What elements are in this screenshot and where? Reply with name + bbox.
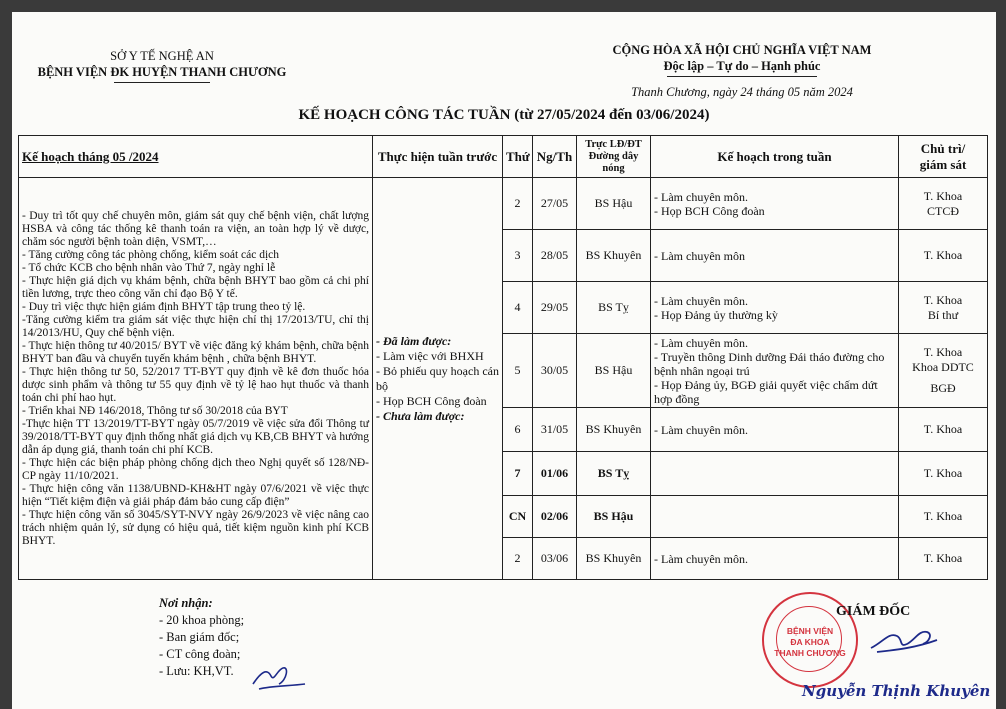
col-lead: Chủ trì/ giám sát	[899, 136, 988, 178]
plan-cell: - Làm chuyên môn. - Truyền thông Dinh dưỡng Đái tháo đường cho bệnh nhân ngoại trú - Họp Đảng ủy, BGĐ giải quyết việc chấm dứt hợp đồng	[651, 334, 899, 408]
lead-cell: T. Khoa Bí thư	[899, 282, 988, 334]
date-cell: 28/05	[533, 230, 577, 282]
monthly-item: - Thực hiện giá dịch vụ khám bệnh, chữa bệnh BHYT bao gồm cả chi phí tiền lương, trực theo công văn chỉ đạo Bộ Y tế.	[22, 274, 369, 300]
plan-cell	[651, 452, 899, 496]
duty-cell: BS Hậu	[577, 334, 651, 408]
plan-cell	[651, 496, 899, 538]
col-day: Thứ	[503, 136, 533, 178]
day-cell: 6	[503, 408, 533, 452]
col-duty: Trực LĐ/ĐT Đường dây nóng	[577, 136, 651, 178]
date-cell: 02/06	[533, 496, 577, 538]
date-cell: 01/06	[533, 452, 577, 496]
monthly-item: - Thực hiện thông tư 40/2015/ BYT về việc đăng ký khám bệnh, chữa bệnh BHYT ban đầu và chuyển tuyến khám bệnh , chữa bệnh BHYT.	[22, 339, 369, 365]
hospital-name: BỆNH VIỆN ĐK HUYỆN THANH CHƯƠNG	[37, 65, 287, 79]
document-title: KẾ HOẠCH CÔNG TÁC TUẦN (từ 27/05/2024 đến 03/06/2024)	[298, 107, 710, 123]
duty-cell: BS Khuyên	[577, 538, 651, 580]
monthly-plan-cell	[19, 178, 373, 580]
lead-cell: T. Khoa	[899, 496, 988, 538]
signer-role: GIÁM ĐỐC	[836, 604, 911, 619]
day-cell: CN	[503, 496, 533, 538]
done-label: - Đã làm được:	[376, 333, 452, 348]
not-done-label: - Chưa làm được:	[376, 408, 465, 423]
issue-date: Thanh Chương, ngày 24 tháng 05 năm 2024	[631, 85, 853, 99]
monthly-item: -Thực hiện TT 13/2019/TT-BYT ngày 05/7/2019 về việc sửa đổi Thông tư 39/2018/TT-BYT quy định thống nhất giá dịch vụ KB,CB BHYT và hướng dẫn áp dụng giá, thanh toán chi phí KCB.	[22, 417, 369, 456]
plan-cell: - Làm chuyên môn.	[651, 538, 899, 580]
director-signature	[869, 622, 939, 656]
done-item: - Làm việc với BHXH	[376, 348, 484, 363]
monthly-item: - Duy trì việc thực hiện giám định BHYT tập trung theo tỷ lệ.	[22, 300, 306, 313]
weekly-plan-table	[18, 135, 988, 580]
duty-cell: BS Hậu	[577, 496, 651, 538]
day-cell: 2	[503, 538, 533, 580]
monthly-item: - Duy trì tốt quy chế chuyên môn, giám sát quy chế bệnh viện, chất lượng HSBA và công tác thống kê thanh toán ra viện, an toàn hợp lý về dược, chăm sóc người bệnh toàn diện, VSMT,…	[22, 209, 369, 248]
plan-cell: - Làm chuyên môn	[651, 230, 899, 282]
national-header	[557, 42, 927, 100]
day-cell: 2	[503, 178, 533, 230]
header-underline	[114, 82, 210, 83]
recipient-item: - 20 khoa phòng;	[159, 613, 245, 627]
duty-cell: BS Tỵ	[577, 452, 651, 496]
day-cell: 4	[503, 282, 533, 334]
duty-cell: BS Hậu	[577, 178, 651, 230]
monthly-item: - Thực hiện thông tư 50, 52/2017 TT-BYT quy định về kê đơn thuốc hóa dược sinh phẩm và thông tư 55 quy định về tỷ lệ hao hụt thuốc và thanh toán chi phí hao hụt.	[22, 365, 369, 404]
national-motto: Độc lập – Tự do – Hạnh phúc	[663, 59, 821, 73]
date-cell: 03/06	[533, 538, 577, 580]
plan-cell: - Làm chuyên môn.	[651, 408, 899, 452]
duty-cell: BS Tỵ	[577, 282, 651, 334]
monthly-item: -Tăng cường kiểm tra giám sát việc thực hiện chỉ thị 17/2013/TU, chỉ thị 14/2013/HU, Quy chế bệnh viện.	[22, 313, 369, 339]
date-cell: 30/05	[533, 334, 577, 408]
recipients-block	[159, 595, 244, 680]
stamp-text: BỆNH VIỆN ĐA KHOA THANH CHƯƠNG	[774, 626, 846, 658]
national-title: CỘNG HÒA XÃ HỘI CHỦ NGHĨA VIỆT NAM	[612, 43, 872, 57]
monthly-item: - Triển khai NĐ 146/2018, Thông tư số 30/2018 của BYT	[22, 404, 288, 417]
monthly-item: - Thực hiện công văn 1138/UBND-KH&HT ngày 07/6/2021 về việc thực hiện “Tiết kiệm điện và giải pháp đảm bảo cung cấp điện”	[22, 482, 369, 508]
col-date: Ng/Th	[533, 136, 577, 178]
recipients-label: Nơi nhận:	[159, 596, 213, 610]
plan-cell: - Làm chuyên môn. - Họp BCH Công đoàn	[651, 178, 899, 230]
col-weekly-plan: Kế hoạch trong tuần	[651, 136, 899, 178]
recipient-item: - CT công đoàn;	[159, 647, 241, 661]
date-cell: 27/05	[533, 178, 577, 230]
recipient-item: - Ban giám đốc;	[159, 630, 240, 644]
done-item: - Bỏ phiếu quy hoạch cán bộ	[376, 363, 499, 393]
lead-cell: T. Khoa CTCĐ	[899, 178, 988, 230]
lead-cell: T. Khoa	[899, 452, 988, 496]
duty-cell: BS Khuyên	[577, 408, 651, 452]
date-cell: 31/05	[533, 408, 577, 452]
monthly-item: - Thực hiện các biện pháp phòng chống dịch theo Nghị quyết số 128/NĐ-CP ngày 11/10/2021.	[22, 456, 369, 482]
day-cell: 7	[503, 452, 533, 496]
motto-underline	[667, 76, 817, 77]
monthly-item: - Tăng cường công tác phòng chống, kiểm soát các dịch	[22, 248, 280, 261]
recipient-item: - Lưu: KH,VT.	[159, 664, 234, 678]
plan-cell: - Làm chuyên môn. - Họp Đảng ủy thường kỳ	[651, 282, 899, 334]
document-page	[12, 12, 996, 709]
previous-week-cell	[373, 178, 503, 580]
duty-cell: BS Khuyên	[577, 230, 651, 282]
agency-header	[12, 48, 312, 83]
lead-cell: T. Khoa	[899, 230, 988, 282]
monthly-item: - Tổ chức KCB cho bệnh nhân vào Thứ 7, ngày nghỉ lễ	[22, 261, 276, 274]
table-header-row	[19, 136, 988, 178]
lead-cell: T. Khoa	[899, 538, 988, 580]
initials-signature	[249, 662, 309, 692]
agency-name: SỞ Y TẾ NGHỆ AN	[110, 49, 214, 63]
signer-name: Nguyễn Thịnh Khuyên	[802, 682, 991, 700]
table-row	[19, 178, 988, 230]
day-cell: 5	[503, 334, 533, 408]
day-cell: 3	[503, 230, 533, 282]
done-item: - Họp BCH Công đoàn	[376, 393, 487, 408]
col-monthly-plan: Kế hoạch tháng 05 /2024	[19, 136, 373, 178]
lead-cell: T. Khoa	[899, 408, 988, 452]
col-previous-week: Thực hiện tuần trước	[373, 136, 503, 178]
date-cell: 29/05	[533, 282, 577, 334]
monthly-item: - Thực hiện công văn số 3045/SYT-NVY ngày 26/9/2023 về việc nâng cao trách nhiệm quản lý, sử dụng có hiệu quả, tiết kiệm nguồn kinh phí KCB BHYT.	[22, 508, 369, 547]
lead-cell: T. Khoa Khoa DDTC BGĐ	[899, 334, 988, 408]
